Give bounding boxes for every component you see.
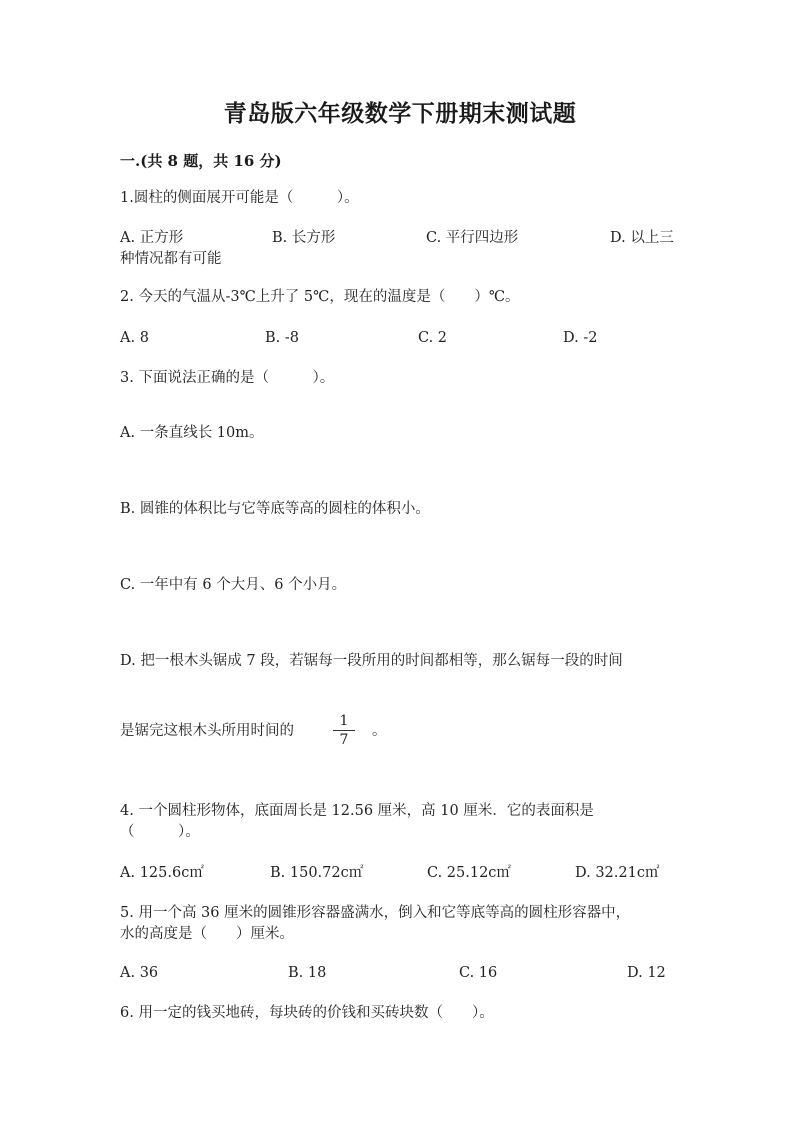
question-2-option-c: C. 2 [418, 330, 448, 346]
question-5-stem-continued: 水的高度是（ ）厘米。 [120, 926, 294, 942]
question-4-option-d: D. 32.21c㎡ [575, 865, 660, 881]
question-3-option-d-continued: 是锯完这根木头所用时间的 [120, 723, 294, 739]
question-3-option-a: A. 一条直线长 10m。 [120, 425, 264, 441]
question-1-option-b: B. 长方形 [272, 230, 336, 246]
question-2-option-a: A. 8 [120, 330, 149, 346]
question-5-options [120, 963, 680, 985]
question-5-option-d: D. 12 [627, 965, 666, 981]
question-2-option-b: B. -8 [265, 330, 299, 346]
fraction-one-seventh [333, 713, 355, 748]
question-4-option-b: B. 150.72c㎡ [270, 865, 364, 881]
question-5-option-c: C. 16 [459, 965, 498, 981]
question-1-stem: 1.圆柱的侧面展开可能是（ ）。 [120, 190, 359, 206]
question-4-options [120, 863, 680, 885]
page-title: 青岛版六年级数学下册期末测试题 [223, 100, 577, 127]
question-1-options [120, 228, 680, 250]
question-1-option-a: A. 正方形 [120, 230, 184, 246]
question-3-option-c: C. 一年中有 6 个大月、6 个小月。 [120, 577, 347, 593]
question-5-option-b: B. 18 [288, 965, 327, 981]
question-4-option-a: A. 125.6c㎡ [120, 865, 204, 881]
question-3-option-b: B. 圆锥的体积比与它等底等高的圆柱的体积小。 [120, 501, 430, 517]
question-3-stem: 3. 下面说法正确的是（ ）。 [120, 370, 335, 386]
question-4-stem: 4. 一个圆柱形物体，底面周长是 12.56 厘米，高 10 厘米．它的表面积是 [120, 803, 594, 819]
question-5-option-a: A. 36 [120, 965, 159, 981]
question-6-stem: 6. 用一定的钱买地砖，每块砖的价钱和买砖块数（ ）。 [120, 1005, 494, 1021]
fraction-numerator: 1 [333, 713, 355, 731]
question-4-stem-continued: （ ）。 [120, 824, 200, 840]
question-1-option-c: C. 平行四边形 [426, 230, 519, 246]
question-2-option-d: D. -2 [563, 330, 598, 346]
question-3-option-d: D. 把一根木头锯成 7 段，若锯每一段所用的时间都相等，那么锯每一段的时间 [120, 653, 623, 669]
question-5-stem: 5. 用一个高 36 厘米的圆锥形容器盛满水，倒入和它等底等高的圆柱形容器中， [120, 905, 631, 921]
section-heading: 一.(共 8 题，共 16 分) [120, 152, 282, 170]
fraction-denominator: 7 [339, 732, 349, 748]
question-2-options [120, 328, 680, 350]
question-4-option-c: C. 25.12c㎡ [427, 865, 511, 881]
question-2-stem: 2. 今天的气温从-3℃上升了 5℃，现在的温度是（ ）℃。 [120, 289, 520, 305]
question-3-option-d-end: 。 [372, 723, 387, 739]
question-1-option-d-continued: 种情况都有可能 [120, 251, 222, 267]
question-1-option-d: D. 以上三 [610, 230, 674, 246]
